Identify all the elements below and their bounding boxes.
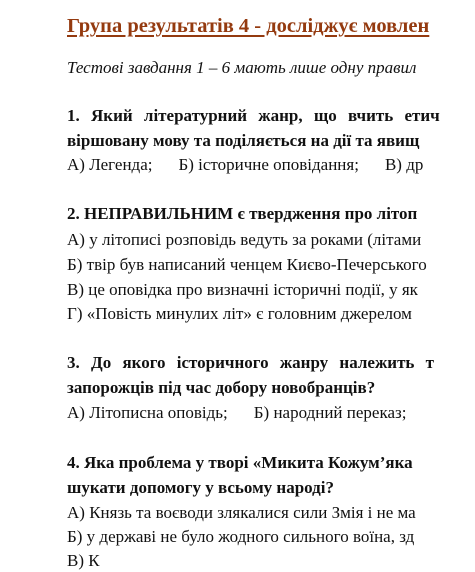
- question-2-line-1: 2. НЕПРАВИЛЬНИМ є твердження про літоп: [67, 204, 418, 223]
- question-4-line-2: шукати допомогу у всьому народі?: [67, 478, 335, 497]
- question-1-options: [67, 154, 449, 176]
- question-3-line-1: 3. До якого історичного жанру належить т: [67, 353, 435, 372]
- question-4-option-a: А) Князь та воєводи злякалися сили Змія і не ма: [67, 503, 416, 522]
- question-2-option-c: В) це оповідка про визначні історичні події, у як: [67, 280, 418, 299]
- question-1-line-2: віршовану мову та поділяється на дії та явищ: [67, 131, 420, 150]
- question-1-option-a: А) Легенда;: [67, 155, 153, 174]
- section-heading: Група результатів 4 - досліджує мовлен: [67, 15, 430, 37]
- question-1-option-b: Б) історичне оповідання;: [178, 155, 359, 174]
- question-1-line-1: 1. Який літературний жанр, що вчить етич: [67, 106, 440, 125]
- question-1-option-c: В) др: [384, 155, 424, 174]
- question-4-option-c: В) К: [67, 551, 100, 570]
- question-4-option-b: Б) у державі не було жодного сильного воїна, зд: [67, 527, 415, 546]
- instructions-text: Тестові завдання 1 – 6 мають лише одну правил: [67, 58, 417, 77]
- question-3-option-b: Б) народний переказ;: [253, 403, 407, 422]
- question-3-option-a: А) Літописна оповідь;: [67, 403, 228, 422]
- question-3-options: [67, 402, 432, 424]
- question-4-line-1: 4. Яка проблема у творі «Микита Кожум’яка: [67, 453, 413, 472]
- question-2-option-a: А) у літописі розповідь ведуть за роками (літами: [67, 230, 422, 249]
- question-2-option-d: Г) «Повість минулих літ» є головним джерелом: [67, 304, 412, 323]
- question-3-line-2: запорожців під час добору новобранців?: [67, 378, 376, 397]
- question-2-option-b: Б) твір був написаний ченцем Києво-Печерського: [67, 255, 427, 274]
